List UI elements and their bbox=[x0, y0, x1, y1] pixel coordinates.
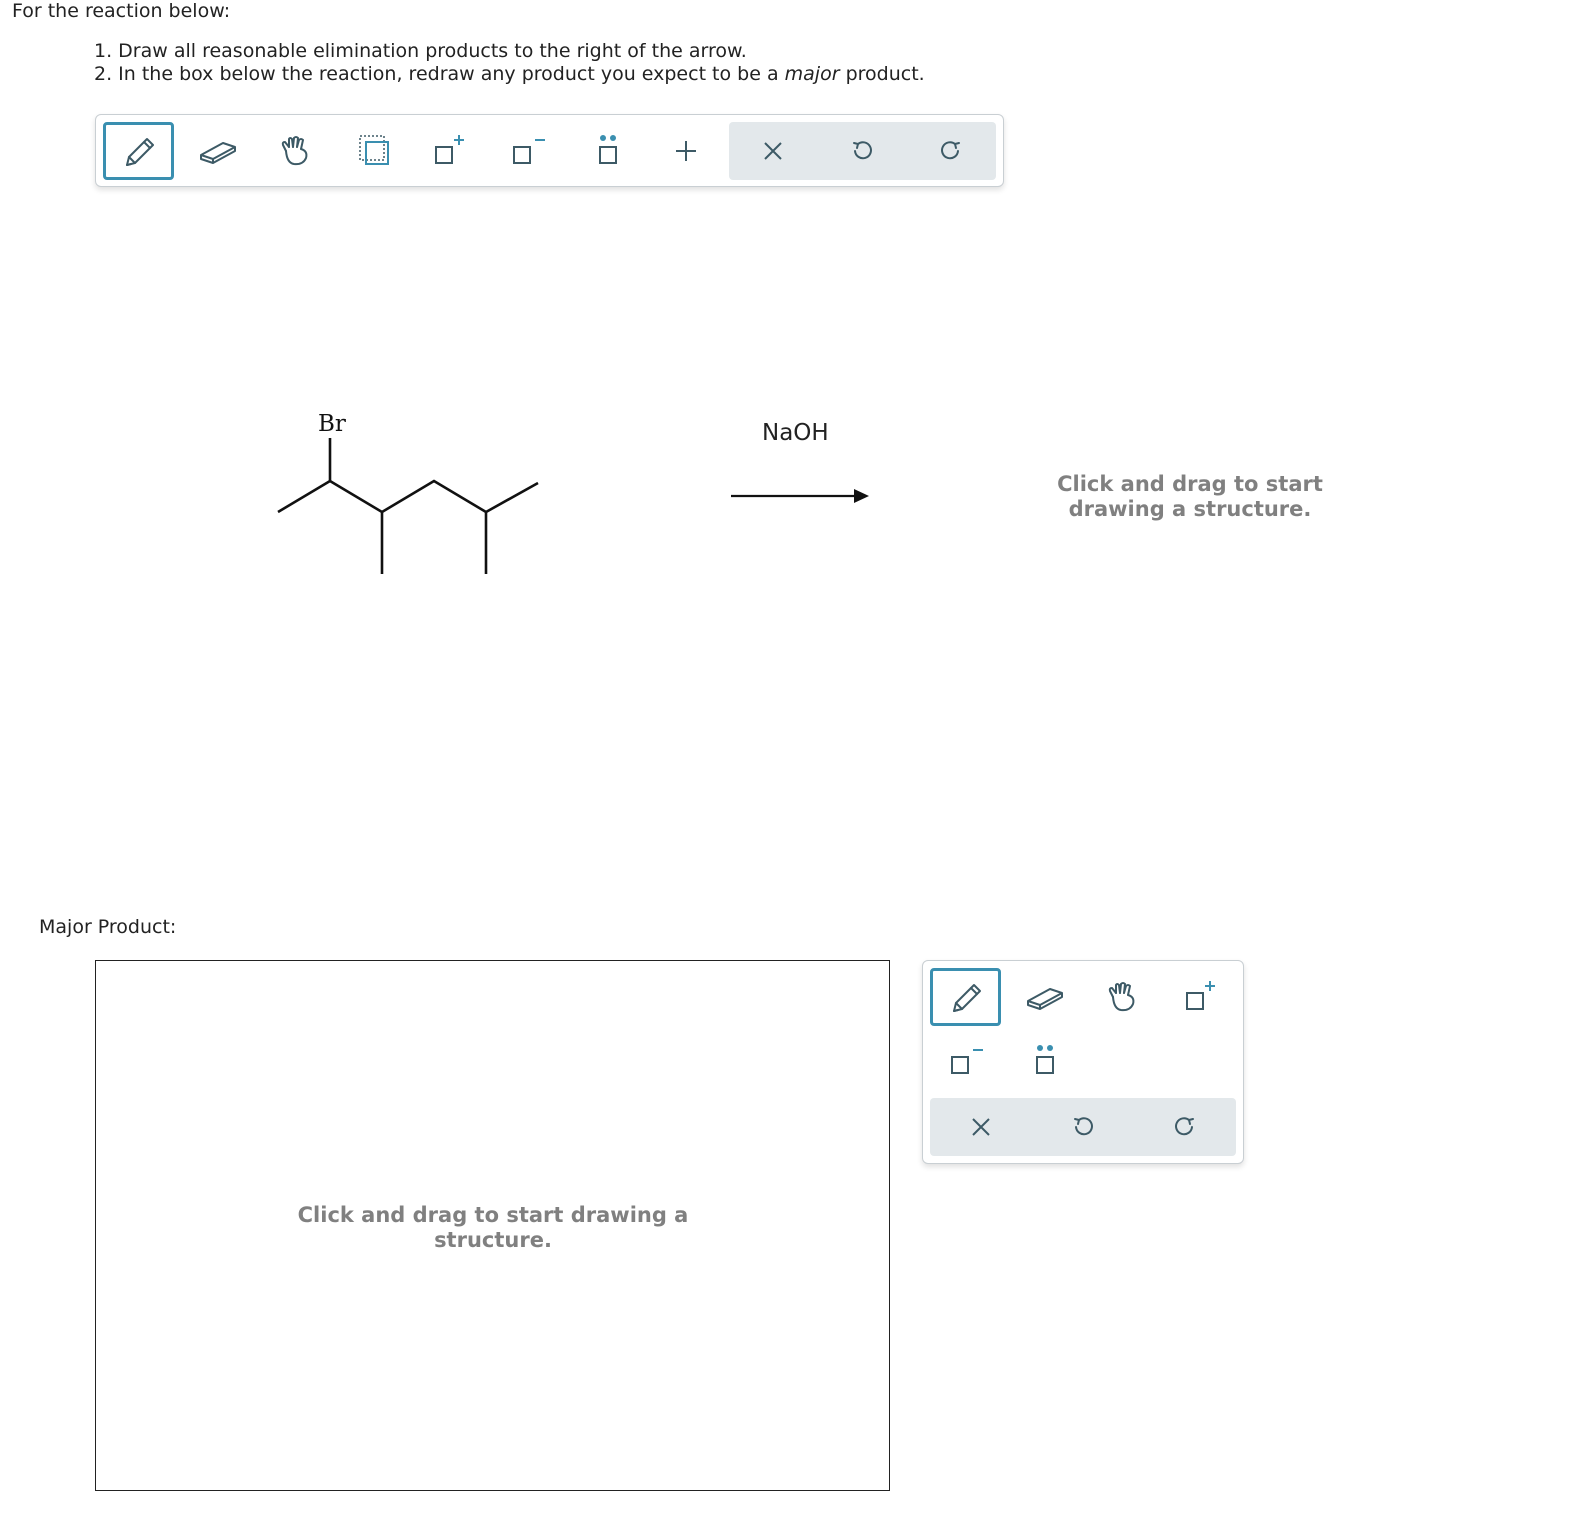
eraser-tool-button[interactable] bbox=[1020, 971, 1070, 1023]
clear-button[interactable] bbox=[956, 1101, 1006, 1153]
lone-pair-button[interactable] bbox=[1020, 1035, 1070, 1087]
pencil-tool-button[interactable] bbox=[930, 968, 1001, 1026]
major-product-hint: Click and drag to start drawing a structure. bbox=[297, 1203, 689, 1252]
negative-charge-button[interactable] bbox=[941, 1035, 991, 1087]
instruction-step-2-start: 2. In the box below the reaction, redraw any product you expect to be a bbox=[94, 63, 785, 85]
clear-icon bbox=[969, 1115, 993, 1139]
intro-text: For the reaction below: bbox=[12, 0, 231, 22]
reaction-arrow bbox=[731, 489, 869, 503]
undo-icon bbox=[1070, 1114, 1096, 1140]
negative-charge-icon bbox=[946, 1043, 986, 1079]
lone-pair-icon bbox=[1030, 1043, 1060, 1079]
instruction-emphasis: major bbox=[784, 63, 840, 85]
undo-button[interactable] bbox=[1058, 1101, 1108, 1153]
instruction-step-1: 1. Draw all reasonable elimination products to the right of the arrow. bbox=[94, 40, 747, 62]
redo-button[interactable] bbox=[1160, 1101, 1210, 1153]
positive-charge-icon bbox=[1181, 979, 1221, 1015]
pencil-icon bbox=[946, 977, 986, 1017]
hand-tool-button[interactable] bbox=[1098, 971, 1148, 1023]
reactant-structure bbox=[278, 438, 538, 574]
reagent-label: NaOH bbox=[762, 420, 829, 446]
redo-icon bbox=[1172, 1114, 1198, 1140]
eraser-icon bbox=[1024, 981, 1066, 1013]
major-product-toolbar bbox=[922, 960, 1244, 1164]
bromine-label: Br bbox=[318, 411, 346, 437]
instruction-step-2-end: product. bbox=[839, 63, 925, 85]
positive-charge-button[interactable] bbox=[1176, 971, 1226, 1023]
product-canvas-hint: Click and drag to start drawing a structure. bbox=[1057, 472, 1323, 521]
major-product-label: Major Product: bbox=[39, 916, 177, 938]
hand-icon bbox=[1105, 979, 1141, 1015]
